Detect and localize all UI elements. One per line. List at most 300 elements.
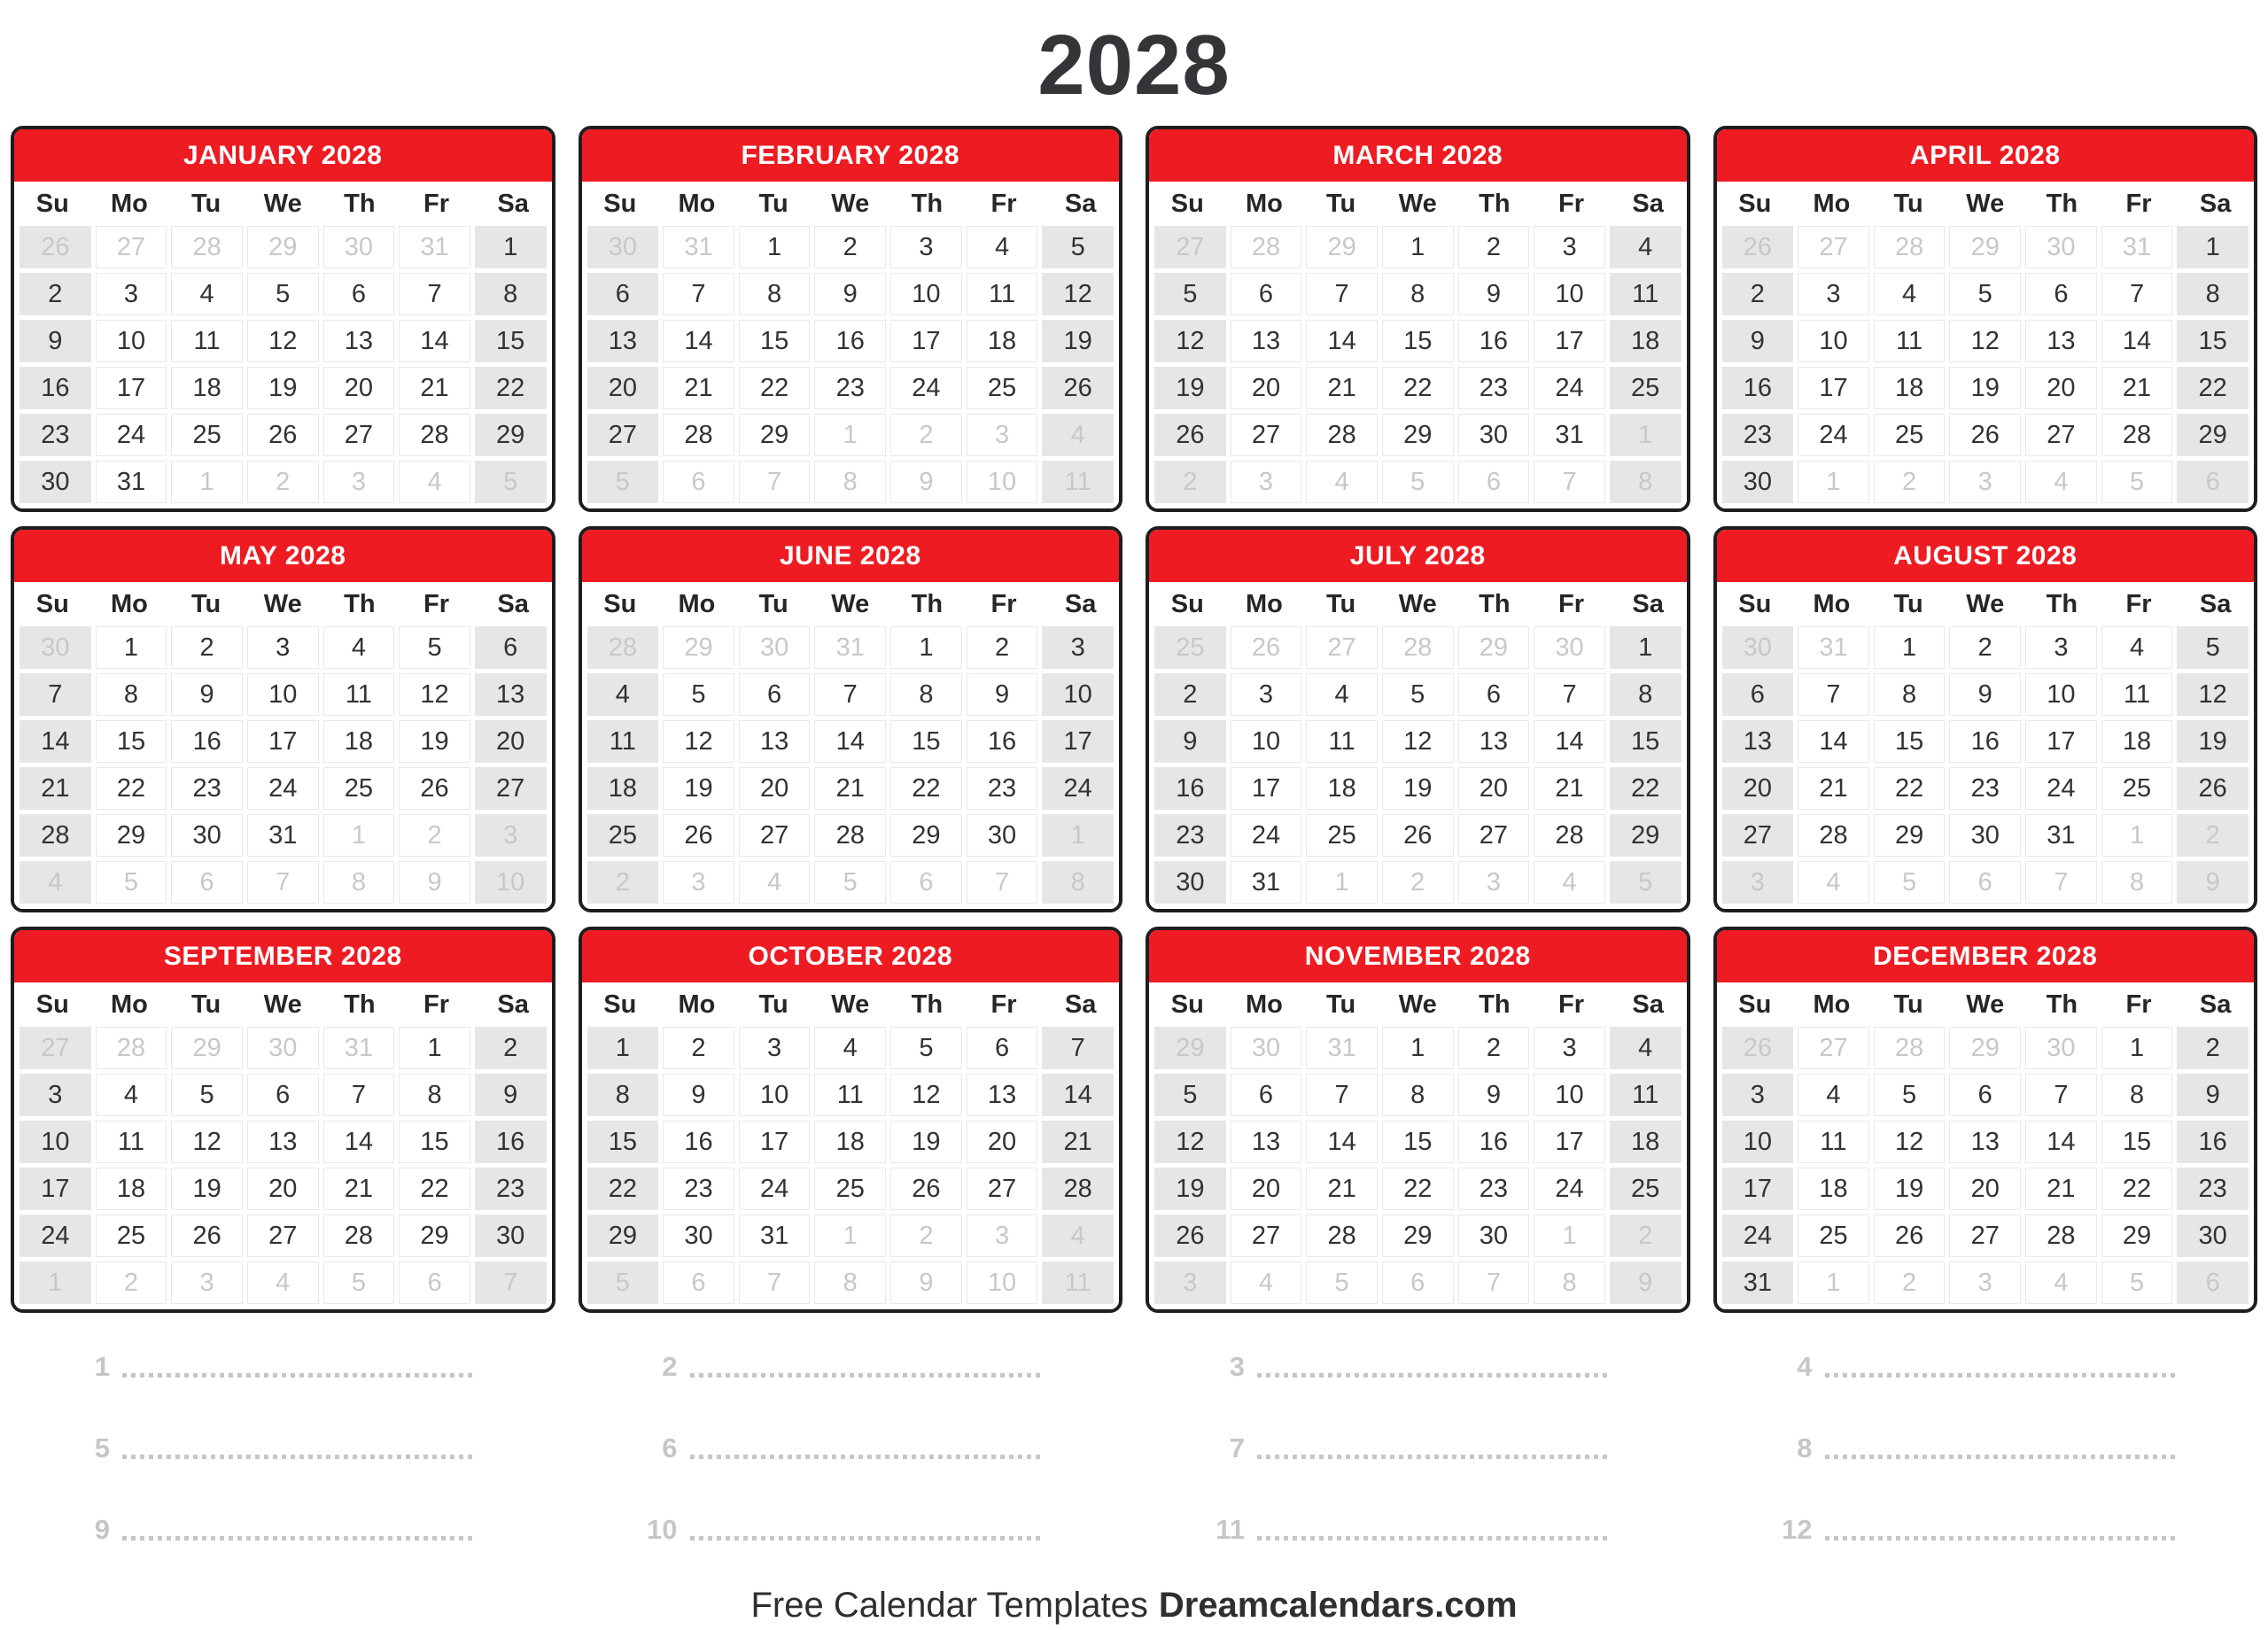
- day-cell: 24: [1534, 367, 1605, 409]
- day-cell: 27: [19, 1027, 91, 1069]
- day-cell: 1: [1610, 626, 1682, 669]
- weekday-label: Th: [2046, 589, 2078, 618]
- day-cell: 10: [2025, 673, 2097, 716]
- month-header: DECEMBER 2028: [1717, 930, 2255, 982]
- day-cell: 17: [739, 1121, 811, 1163]
- day-cell: 24: [19, 1215, 91, 1257]
- day-cell: 24: [890, 367, 962, 409]
- day-cell: 17: [1231, 767, 1302, 810]
- day-cell: 4: [1610, 226, 1682, 268]
- day-cell: 12: [1874, 1121, 1946, 1163]
- weekday-label: Tu: [1325, 589, 1356, 618]
- day-cell: 31: [2101, 226, 2173, 268]
- weekday-label: Mo: [678, 189, 716, 218]
- day-cell: 23: [19, 414, 91, 456]
- weekday-label: We: [263, 589, 302, 618]
- day-cell: 1: [323, 814, 395, 857]
- day-cell: 5: [171, 1074, 243, 1116]
- day-cell: 5: [1382, 673, 1454, 716]
- day-cell: 28: [1231, 226, 1302, 268]
- day-cell: 8: [814, 1261, 886, 1304]
- weekday-label: We: [1398, 189, 1437, 218]
- day-cell: 22: [1610, 767, 1682, 810]
- note-dotted-line: [122, 1454, 477, 1459]
- day-cell: 4: [1798, 861, 1869, 904]
- day-cell: 4: [814, 1027, 886, 1069]
- day-cell: 26: [1722, 1027, 1794, 1069]
- weekday-label: Tu: [1893, 589, 1923, 618]
- day-cell: 1: [1798, 461, 1869, 503]
- day-cell: 26: [1382, 814, 1454, 857]
- day-cell: 30: [1949, 814, 2021, 857]
- day-cell: 23: [1458, 1168, 1530, 1210]
- day-cell: 15: [2177, 320, 2249, 362]
- day-cell: 22: [475, 367, 547, 409]
- note-number: 4: [1797, 1351, 1813, 1382]
- day-cell: 3: [171, 1261, 243, 1304]
- weekday-label: Mo: [1246, 189, 1283, 218]
- day-cell: 6: [663, 1261, 734, 1304]
- note-dotted-line: [1257, 1454, 1612, 1459]
- days-grid: [14, 1027, 552, 1309]
- day-cell: 4: [2025, 461, 2097, 503]
- day-cell: 7: [739, 461, 811, 503]
- day-cell: 1: [19, 1261, 91, 1304]
- day-cell: 5: [247, 273, 319, 315]
- day-cell: 12: [171, 1121, 243, 1163]
- day-cell: 1: [1382, 226, 1454, 268]
- day-cell: 15: [890, 720, 962, 763]
- day-cell: 12: [2177, 673, 2249, 716]
- day-cell: 29: [1154, 1027, 1226, 1069]
- day-cell: 9: [1458, 1074, 1530, 1116]
- day-cell: 4: [1534, 861, 1605, 904]
- day-cell: 15: [1610, 720, 1682, 763]
- day-cell: 4: [323, 626, 395, 669]
- weekday-label: Sa: [1632, 990, 1664, 1019]
- day-cell: 6: [1231, 1074, 1302, 1116]
- day-cell: 30: [1458, 414, 1530, 456]
- day-cell: 22: [1874, 767, 1946, 810]
- day-cell: 30: [2025, 1027, 2097, 1069]
- day-cell: 16: [967, 720, 1038, 763]
- day-cell: 19: [399, 720, 470, 763]
- day-cell: 27: [1306, 626, 1378, 669]
- day-cell: 26: [1154, 1215, 1226, 1257]
- day-cell: 15: [96, 720, 167, 763]
- note-dotted-line: [1825, 1535, 2179, 1541]
- day-cell: 28: [2101, 414, 2173, 456]
- day-cell: 21: [2025, 1168, 2097, 1210]
- day-cell: 19: [1154, 367, 1226, 409]
- day-cell: 30: [1231, 1027, 1302, 1069]
- note-dotted-line: [122, 1372, 477, 1378]
- weekday-label: Fr: [2125, 189, 2152, 218]
- day-cell: 15: [587, 1121, 659, 1163]
- weekday-label: Th: [1479, 589, 1511, 618]
- day-cell: 6: [2177, 1261, 2249, 1304]
- day-cell: 4: [587, 673, 659, 716]
- day-cell: 15: [475, 320, 547, 362]
- note-number: 8: [1797, 1432, 1813, 1463]
- day-cell: 26: [1231, 626, 1302, 669]
- day-cell: 28: [663, 414, 734, 456]
- day-cell: 9: [967, 673, 1038, 716]
- weekday-label: Tu: [190, 589, 221, 618]
- weekday-label: Sa: [1632, 589, 1664, 618]
- days-grid: [1149, 1027, 1687, 1309]
- day-cell: 30: [1458, 1215, 1530, 1257]
- day-cell: 1: [1798, 1261, 1869, 1304]
- weekday-label: Th: [344, 589, 376, 618]
- day-cell: 4: [1042, 1215, 1114, 1257]
- day-cell: 2: [890, 1215, 962, 1257]
- day-cell: 14: [2025, 1121, 2097, 1163]
- month-header: APRIL 2028: [1717, 129, 2255, 182]
- day-cell: 10: [890, 273, 962, 315]
- day-cell: 16: [2177, 1121, 2249, 1163]
- day-cell: 27: [247, 1215, 319, 1257]
- day-cell: 13: [587, 320, 659, 362]
- day-cell: 31: [739, 1215, 811, 1257]
- day-cell: 16: [814, 320, 886, 362]
- day-cell: 19: [171, 1168, 243, 1210]
- day-cell: 12: [399, 673, 470, 716]
- day-cell: 25: [2101, 767, 2173, 810]
- weekday-label: Sa: [497, 189, 529, 218]
- weekday-label: Fr: [990, 589, 1017, 618]
- day-cell: 31: [247, 814, 319, 857]
- day-cell: 3: [1798, 273, 1869, 315]
- day-cell: 21: [663, 367, 734, 409]
- day-cell: 13: [475, 673, 547, 716]
- day-cell: 1: [587, 1027, 659, 1069]
- day-cell: 7: [1306, 273, 1378, 315]
- day-cell: 28: [323, 1215, 395, 1257]
- day-cell: 23: [2177, 1168, 2249, 1210]
- day-cell: 1: [814, 414, 886, 456]
- day-cell: 11: [1042, 461, 1114, 503]
- day-cell: 8: [1042, 861, 1114, 904]
- day-cell: 9: [399, 861, 470, 904]
- day-cell: 30: [1722, 626, 1794, 669]
- day-cell: 16: [663, 1121, 734, 1163]
- day-cell: 3: [323, 461, 395, 503]
- day-cell: 8: [739, 273, 811, 315]
- day-cell: 28: [1534, 814, 1605, 857]
- day-cell: 16: [19, 367, 91, 409]
- weekday-row: [1717, 982, 2255, 1027]
- day-cell: 2: [663, 1027, 734, 1069]
- day-cell: 8: [1874, 673, 1946, 716]
- day-cell: 13: [739, 720, 811, 763]
- day-cell: 28: [1042, 1168, 1114, 1210]
- day-cell: 19: [663, 767, 734, 810]
- month-header: NOVEMBER 2028: [1149, 930, 1687, 982]
- day-cell: 23: [814, 367, 886, 409]
- day-cell: 29: [475, 414, 547, 456]
- day-cell: 23: [1154, 814, 1226, 857]
- day-cell: 5: [1042, 226, 1114, 268]
- day-cell: 6: [247, 1074, 319, 1116]
- month-header: OCTOBER 2028: [582, 930, 1120, 982]
- day-cell: 27: [96, 226, 167, 268]
- day-cell: 11: [587, 720, 659, 763]
- day-cell: 12: [1382, 720, 1454, 763]
- day-cell: 3: [1949, 1261, 2021, 1304]
- day-cell: 28: [171, 226, 243, 268]
- day-cell: 9: [890, 461, 962, 503]
- notes-item-7: [1146, 1414, 1690, 1462]
- day-cell: 6: [2025, 273, 2097, 315]
- weekday-label: Sa: [2199, 189, 2232, 218]
- month-block-september: [11, 927, 555, 1313]
- day-cell: 2: [1610, 1215, 1682, 1257]
- day-cell: 4: [399, 461, 470, 503]
- day-cell: 9: [2177, 1074, 2249, 1116]
- day-cell: 28: [1306, 414, 1378, 456]
- note-dotted-line: [122, 1535, 477, 1541]
- day-cell: 7: [2101, 273, 2173, 315]
- day-cell: 25: [323, 767, 395, 810]
- day-cell: 3: [1231, 461, 1302, 503]
- weekday-label: Sa: [497, 990, 529, 1019]
- day-cell: 22: [739, 367, 811, 409]
- day-cell: 4: [1306, 673, 1378, 716]
- day-cell: 3: [1458, 861, 1530, 904]
- day-cell: 11: [814, 1074, 886, 1116]
- day-cell: 2: [1458, 226, 1530, 268]
- note-dotted-line: [690, 1535, 1045, 1541]
- day-cell: 6: [399, 1261, 470, 1304]
- month-block-january: [11, 126, 555, 512]
- day-cell: 9: [1722, 320, 1794, 362]
- weekday-label: Fr: [990, 990, 1017, 1019]
- notes-item-4: [1713, 1332, 2258, 1380]
- day-cell: 28: [19, 814, 91, 857]
- day-cell: 13: [1722, 720, 1794, 763]
- day-cell: 4: [1042, 414, 1114, 456]
- day-cell: 14: [1042, 1074, 1114, 1116]
- day-cell: 18: [814, 1121, 886, 1163]
- day-cell: 24: [1534, 1168, 1605, 1210]
- day-cell: 2: [1154, 461, 1226, 503]
- day-cell: 21: [1798, 767, 1869, 810]
- day-cell: 25: [587, 814, 659, 857]
- day-cell: 30: [19, 626, 91, 669]
- day-cell: 14: [814, 720, 886, 763]
- day-cell: 12: [247, 320, 319, 362]
- day-cell: 8: [399, 1074, 470, 1116]
- weekday-label: Su: [603, 589, 637, 618]
- day-cell: 30: [1534, 626, 1605, 669]
- day-cell: 9: [890, 1261, 962, 1304]
- day-cell: 5: [1306, 1261, 1378, 1304]
- day-cell: 2: [890, 414, 962, 456]
- day-cell: 20: [587, 367, 659, 409]
- day-cell: 31: [2025, 814, 2097, 857]
- day-cell: 26: [663, 814, 734, 857]
- day-cell: 17: [1798, 367, 1869, 409]
- day-cell: 27: [739, 814, 811, 857]
- day-cell: 18: [1306, 767, 1378, 810]
- days-grid: [582, 626, 1120, 909]
- month-block-october: [579, 927, 1123, 1313]
- notes-item-8: [1713, 1414, 2258, 1462]
- day-cell: 28: [814, 814, 886, 857]
- day-cell: 25: [171, 414, 243, 456]
- day-cell: 22: [890, 767, 962, 810]
- weekday-label: Th: [911, 189, 944, 218]
- day-cell: 30: [171, 814, 243, 857]
- day-cell: 5: [323, 1261, 395, 1304]
- days-grid: [1717, 626, 2255, 909]
- day-cell: 7: [399, 273, 470, 315]
- weekday-label: We: [1398, 589, 1437, 618]
- weekday-row: [1717, 582, 2255, 626]
- day-cell: 22: [1382, 1168, 1454, 1210]
- days-grid: [14, 226, 552, 508]
- day-cell: 29: [1382, 414, 1454, 456]
- day-cell: 2: [1874, 461, 1946, 503]
- day-cell: 18: [967, 320, 1038, 362]
- days-grid: [1717, 226, 2255, 508]
- weekday-label: Mo: [1246, 990, 1283, 1019]
- note-number: 2: [662, 1351, 678, 1382]
- weekday-label: Th: [344, 990, 376, 1019]
- day-cell: 29: [587, 1215, 659, 1257]
- weekday-label: Tu: [190, 990, 221, 1019]
- day-cell: 31: [1534, 414, 1605, 456]
- day-cell: 31: [1306, 1027, 1378, 1069]
- weekday-label: We: [263, 189, 302, 218]
- day-cell: 17: [1534, 320, 1605, 362]
- day-cell: 21: [1306, 1168, 1378, 1210]
- day-cell: 15: [1874, 720, 1946, 763]
- weekday-label: Fr: [990, 189, 1017, 218]
- month-header: MAY 2028: [14, 530, 552, 582]
- weekday-label: Su: [35, 189, 69, 218]
- weekday-label: Su: [603, 990, 637, 1019]
- day-cell: 20: [739, 767, 811, 810]
- weekday-label: We: [831, 589, 870, 618]
- day-cell: 5: [1154, 1074, 1226, 1116]
- weekday-label: We: [1966, 189, 2005, 218]
- weekday-row: [14, 982, 552, 1027]
- day-cell: 17: [1722, 1168, 1794, 1210]
- day-cell: 20: [1949, 1168, 2021, 1210]
- day-cell: 16: [171, 720, 243, 763]
- day-cell: 6: [1382, 1261, 1454, 1304]
- day-cell: 13: [967, 1074, 1038, 1116]
- day-cell: 18: [96, 1168, 167, 1210]
- day-cell: 3: [1042, 626, 1114, 669]
- day-cell: 12: [1154, 1121, 1226, 1163]
- day-cell: 7: [323, 1074, 395, 1116]
- day-cell: 5: [1610, 861, 1682, 904]
- day-cell: 23: [1458, 367, 1530, 409]
- day-cell: 10: [1534, 273, 1605, 315]
- day-cell: 3: [1722, 861, 1794, 904]
- day-cell: 20: [2025, 367, 2097, 409]
- day-cell: 3: [96, 273, 167, 315]
- day-cell: 11: [967, 273, 1038, 315]
- weekday-label: Th: [2046, 990, 2078, 1019]
- day-cell: 4: [967, 226, 1038, 268]
- day-cell: 5: [399, 626, 470, 669]
- day-cell: 14: [323, 1121, 395, 1163]
- note-number: 7: [1229, 1432, 1245, 1463]
- day-cell: 17: [890, 320, 962, 362]
- day-cell: 13: [247, 1121, 319, 1163]
- day-cell: 23: [1949, 767, 2021, 810]
- day-cell: 8: [1610, 673, 1682, 716]
- month-block-march: [1146, 126, 1690, 512]
- day-cell: 8: [2177, 273, 2249, 315]
- day-cell: 20: [1231, 367, 1302, 409]
- day-cell: 27: [967, 1168, 1038, 1210]
- day-cell: 14: [1534, 720, 1605, 763]
- day-cell: 2: [2177, 814, 2249, 857]
- months-grid: [11, 126, 2257, 1313]
- note-number: 9: [94, 1514, 110, 1545]
- day-cell: 24: [96, 414, 167, 456]
- day-cell: 21: [814, 767, 886, 810]
- day-cell: 12: [1949, 320, 2021, 362]
- month-block-november: [1146, 927, 1690, 1313]
- days-grid: [1149, 626, 1687, 909]
- day-cell: 10: [739, 1074, 811, 1116]
- day-cell: 3: [967, 1215, 1038, 1257]
- day-cell: 2: [1458, 1027, 1530, 1069]
- day-cell: 25: [96, 1215, 167, 1257]
- day-cell: 23: [171, 767, 243, 810]
- day-cell: 24: [1231, 814, 1302, 857]
- day-cell: 21: [1042, 1121, 1114, 1163]
- day-cell: 4: [1874, 273, 1946, 315]
- notes-item-2: [579, 1332, 1123, 1380]
- day-cell: 9: [475, 1074, 547, 1116]
- day-cell: 24: [739, 1168, 811, 1210]
- day-cell: 10: [247, 673, 319, 716]
- day-cell: 30: [2025, 226, 2097, 268]
- weekday-label: Su: [35, 990, 69, 1019]
- day-cell: 8: [1534, 1261, 1605, 1304]
- weekday-label: Sa: [2199, 990, 2232, 1019]
- footer-brand-link[interactable]: Dreamcalendars.com: [1158, 1586, 1518, 1625]
- day-cell: 15: [739, 320, 811, 362]
- day-cell: 17: [1042, 720, 1114, 763]
- day-cell: 10: [19, 1121, 91, 1163]
- weekday-label: We: [1966, 589, 2005, 618]
- day-cell: 17: [247, 720, 319, 763]
- weekday-label: Th: [911, 589, 944, 618]
- weekday-label: Fr: [423, 589, 450, 618]
- day-cell: 7: [2025, 1074, 2097, 1116]
- day-cell: 6: [1231, 273, 1302, 315]
- day-cell: 11: [2101, 673, 2173, 716]
- day-cell: 29: [739, 414, 811, 456]
- day-cell: 8: [587, 1074, 659, 1116]
- weekday-label: Sa: [2199, 589, 2232, 618]
- day-cell: 24: [247, 767, 319, 810]
- month-block-june: [579, 526, 1123, 912]
- day-cell: 8: [323, 861, 395, 904]
- day-cell: 18: [1874, 367, 1946, 409]
- day-cell: 13: [1949, 1121, 2021, 1163]
- day-cell: 4: [1306, 461, 1378, 503]
- day-cell: 13: [1458, 720, 1530, 763]
